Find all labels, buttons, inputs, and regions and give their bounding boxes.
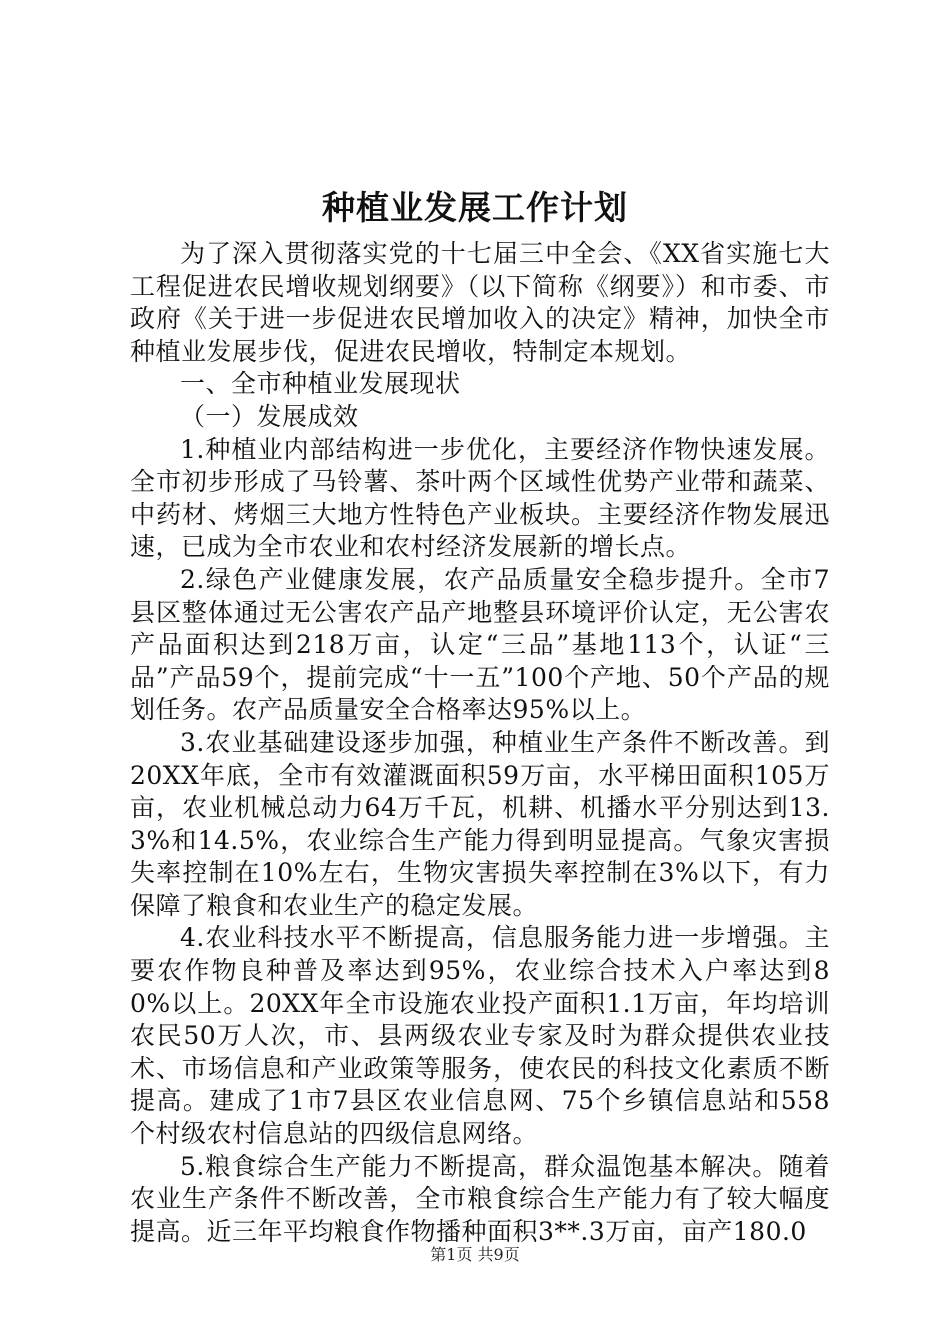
achievement-paragraph-3: 3.农业基础建设逐步加强，种植业生产条件不断改善。到20XX年底，全市有效灌溉面积59万亩，水平梯田面积105万亩，农业机械总动力64万千瓦，机耕、机播水平分别达到13.3%和14.5%，农业综合生产能力得到明显提高。气象灾害损失率控制在10%左右，生物灾害损失率控制在3%以下，有力保障了粮食和农业生产的稳定发展。 xyxy=(130,727,830,920)
page-footer: 第1页 共9页 xyxy=(430,1245,520,1264)
achievement-paragraph-2: 2.绿色产业健康发展，农产品质量安全稳步提升。全市7县区整体通过无公害农产品产地整县环境评价认定，无公害农产品面积达到218万亩，认定“三品”基地113个，认证“三品”产品59个，提前完成“十一五”100个产地、50个产品的规划任务。农产品质量安全合格率达95%以上。 xyxy=(130,564,830,725)
document-body xyxy=(130,238,830,1248)
achievement-paragraph-1: 1.种植业内部结构进一步优化，主要经济作物快速发展。全市初步形成了马铃薯、茶叶两个区域性优势产业带和蔬菜、中药材、烤烟三大地方性特色产业板块。主要经济作物发展迅速，已成为全市农业和农村经济发展新的增长点。 xyxy=(130,434,830,562)
achievement-paragraph-5: 5.粮食综合生产能力不断提高，群众温饱基本解决。随着农业生产条件不断改善，全市粮食综合生产能力有了较大幅度提高。近三年平均粮食作物播种面积3**.3万亩，亩产180.0 xyxy=(130,1151,830,1246)
achievement-paragraph-4: 4.农业科技水平不断提高，信息服务能力进一步增强。主要农作物良种普及率达到95%，农业综合技术入户率达到80%以上。20XX年全市设施农业投产面积1.1万亩，年均培训农民50万人次，市、县两级农业专家及时为群众提供农业技术、市场信息和产业政策等服务，使农民的科技文化素质不断提高。建成了1市7县区农业信息网、75个乡镇信息站和558个村级农村信息站的四级信息网络。 xyxy=(130,923,830,1149)
section-heading: 一、全市种植业发展现状 xyxy=(180,369,461,399)
intro-paragraph: 为了深入贯彻落实党的十七届三中全会、《XX省实施七大工程促进农民增收规划纲要》（以下简称《纲要》）和市委、市政府《关于进一步促进农民增加收入的决定》精神，加快全市种植业发展步伐，促进农民增收，特制定本规划。 xyxy=(130,239,830,366)
subsection-heading: （一）发展成效 xyxy=(180,401,359,431)
document-title: 种植业发展工作计划 xyxy=(322,188,628,227)
